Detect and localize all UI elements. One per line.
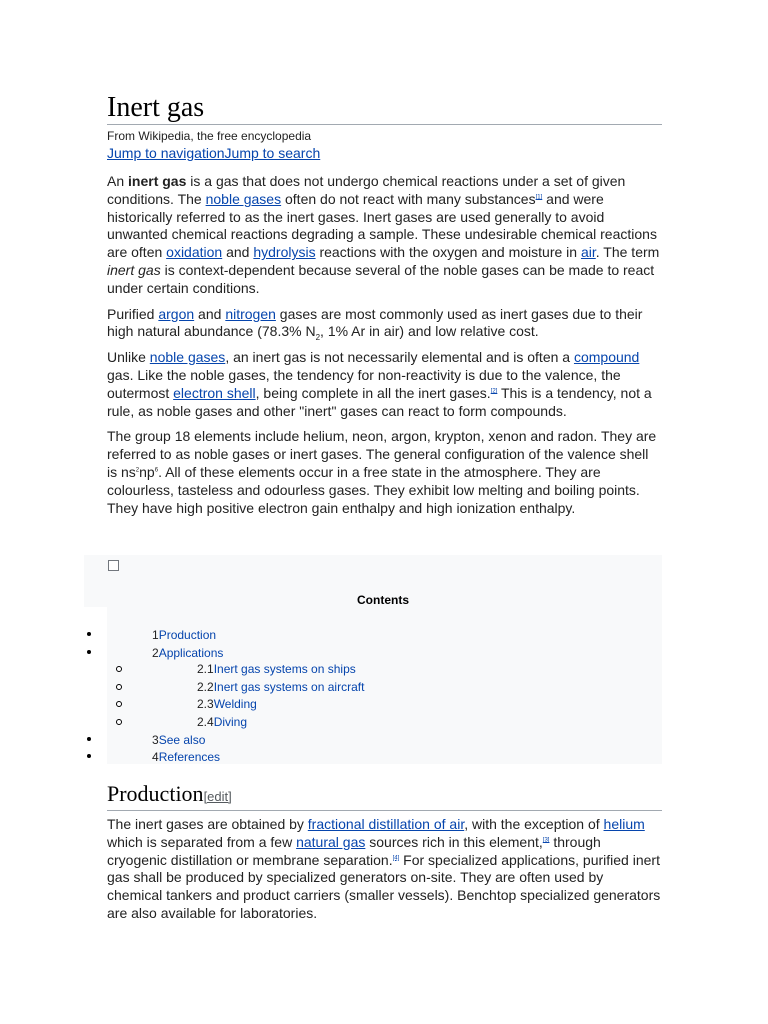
text: through cryogenic distillation or membrane separation. (107, 833, 601, 868)
text: gases are most commonly used as inert gases due to their high natural abundance (78.3% N (107, 305, 643, 340)
edit-section-link[interactable]: [edit] (203, 789, 232, 804)
text: is context-dependent because several of the noble gases can be made to react under certain conditions. (107, 261, 655, 296)
citation-1[interactable]: [1] (535, 194, 543, 201)
text: is a gas that does not undergo chemical reactions under a set of given conditions. The (107, 173, 626, 207)
toc-bullet-circle (116, 666, 122, 672)
toc-label: Production (158, 628, 217, 642)
section-heading-production (107, 781, 662, 811)
link-natural-gas[interactable]: natural gas (296, 833, 366, 850)
toc-label: Applications (158, 646, 224, 660)
toc-number: 3 (152, 733, 159, 747)
text: Purified (107, 305, 159, 322)
link-noble-gases-2[interactable]: noble gases (149, 349, 226, 366)
toc-number: 2.1 (197, 662, 214, 676)
jump-to-search-link[interactable]: Jump to search (224, 145, 321, 161)
toc-label: See also (158, 733, 206, 747)
text: The inert gases are obtained by (107, 816, 308, 832)
link-fractional-distillation[interactable]: fractional distillation of air (307, 816, 465, 832)
toc-title: Contents (357, 593, 409, 607)
production-paragraph (107, 816, 662, 923)
text: np (139, 463, 155, 480)
text: An (107, 173, 129, 189)
toc-item-ships[interactable] (197, 662, 356, 676)
jump-links (107, 144, 662, 162)
toc-toggle-checkbox[interactable] (108, 560, 119, 571)
intro-paragraph-3 (107, 349, 662, 420)
intro-paragraph-4 (107, 428, 662, 517)
toc-number: 2 (152, 646, 159, 660)
site-tagline: From Wikipedia, the free encyclopedia (107, 129, 312, 143)
text: which is separated from a few (107, 833, 297, 850)
text: , 1% Ar in air) and low relative cost. (320, 323, 539, 340)
text: gas. Like the noble gases, the tendency for non-reactivity is due to the valence, the outermost (107, 366, 621, 401)
link-air[interactable]: air (580, 244, 596, 261)
italic-term: inert gas (107, 261, 161, 278)
toc-label: Inert gas systems on aircraft (213, 680, 365, 694)
toc-number: 2.4 (197, 715, 214, 729)
toc-label: References (158, 750, 221, 764)
toc-item-diving[interactable] (197, 715, 247, 729)
text: This is a tendency, not a rule, as noble gases and other "inert" gases can react to form compounds. (107, 384, 652, 419)
jump-to-navigation-link[interactable]: Jump to navigation (107, 145, 225, 161)
toc-item-welding[interactable] (197, 697, 257, 711)
link-hydrolysis[interactable]: hydrolysis (253, 244, 316, 261)
text: . The term (595, 244, 660, 261)
toc-item-production[interactable] (152, 628, 216, 642)
intro-paragraph-1 (107, 173, 662, 298)
superscript: 6 (154, 467, 159, 474)
intro-paragraph-2 (107, 306, 662, 342)
text: , being complete in all the inert gases. (255, 384, 491, 401)
production-section-body (107, 816, 662, 931)
citation-3[interactable]: [3] (542, 837, 550, 844)
text: . All of these elements occur in a free state in the atmosphere. They are colourless, tasteless and odourless gases. They exhibit low melting and boiling points. They have high positive electron gain enthalpy and high ionization enthalpy. (107, 463, 640, 516)
text: and (194, 305, 226, 322)
toc-label: Inert gas systems on ships (213, 662, 356, 676)
subscript: 2 (315, 333, 321, 343)
bold-term: inert gas (128, 173, 187, 189)
toc-bullet-circle (116, 719, 122, 725)
toc-item-applications[interactable] (152, 646, 223, 660)
article-content (107, 0, 662, 525)
text: sources rich in this element, (365, 833, 543, 850)
toc-item-aircraft[interactable] (197, 680, 364, 694)
link-argon[interactable]: argon (158, 305, 195, 322)
text: reactions with the oxygen and moisture in (315, 244, 581, 261)
link-noble-gases[interactable]: noble gases (205, 190, 282, 207)
toc-bullet-disc (87, 754, 91, 758)
text: , with the exception of (464, 816, 604, 832)
link-nitrogen[interactable]: nitrogen (225, 305, 276, 322)
toc-number: 2.3 (197, 697, 214, 711)
toc-bullet-disc (87, 650, 91, 654)
toc-bullet-circle (116, 684, 122, 690)
toc-number: 2.2 (197, 680, 214, 694)
toc-number: 4 (152, 750, 159, 764)
section-title: Production (107, 781, 204, 806)
text: and (222, 244, 254, 261)
citation-4[interactable]: [4] (392, 854, 400, 861)
text: and were historically referred to as the inert gases. Inert gases are used generally to avoid unwanted chemical reactions degrading a sample. These undesirable chemical reactions are often (107, 190, 657, 261)
link-oxidation[interactable]: oxidation (166, 244, 223, 261)
link-helium[interactable]: helium (603, 816, 645, 832)
link-electron-shell[interactable]: electron shell (173, 384, 256, 401)
toc-item-see-also[interactable] (152, 733, 205, 747)
toc-bullet-disc (87, 737, 91, 741)
citation-2[interactable]: [2] (490, 388, 498, 395)
toc-bullet-circle (116, 701, 122, 707)
toc-item-references[interactable] (152, 750, 220, 764)
toc-label: Diving (213, 715, 248, 729)
toc-label: Welding (213, 697, 257, 711)
text: The group 18 elements include helium, neon, argon, krypton, xenon and radon. They are referred to as noble gases or inert gases. The general configuration of the valence shell is ns (107, 428, 657, 480)
text: Unlike (107, 349, 150, 366)
page-title: Inert gas (107, 0, 662, 125)
superscript: 2 (135, 467, 140, 474)
toc-number: 1 (152, 628, 159, 642)
text: For specialized applications, purified inert gas shall be produced by specialized generators on-site. They are often used by chemical tankers and product carriers (smaller vessels). Benchtop specialized generators are also available for laboratories. (107, 851, 661, 921)
link-compound[interactable]: compound (573, 349, 640, 366)
text: , an inert gas is not necessarily elemental and is often a (225, 349, 574, 366)
text: often do not react with many substances (281, 190, 536, 207)
toc-bullet-disc (87, 632, 91, 636)
